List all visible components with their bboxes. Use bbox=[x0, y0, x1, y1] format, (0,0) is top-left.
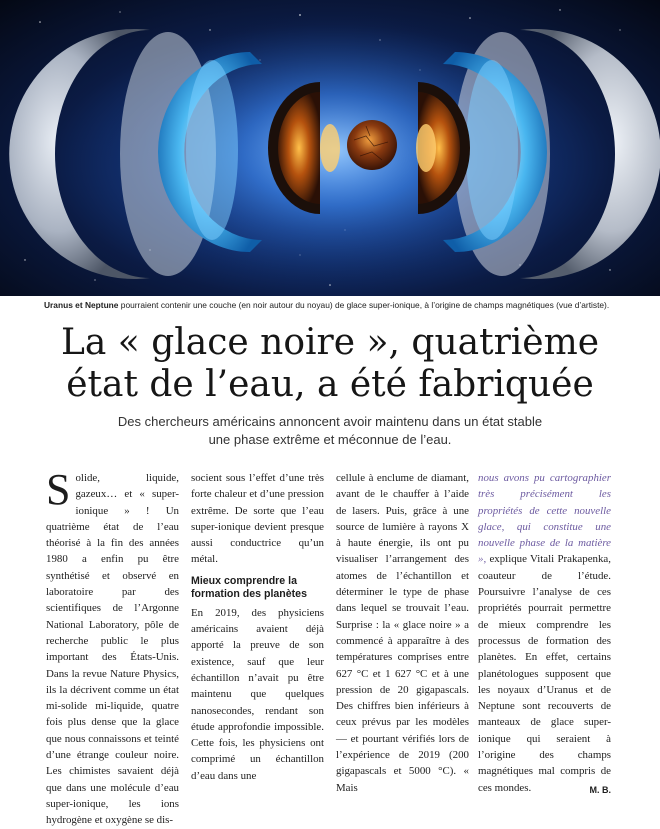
column-1-text: olide, liquide, gazeux… et « super-ionique » ! Un quatrième état de l’eau théorisé à la fin des années 1980 a enfin pu être synthétisé et observé en laboratoire par des scientifiques de l’Argonne National Laboratory, pôle de recherche public le plus important des États-Unis. Dans la revue Nature Physics, ils la décrivent comme un état mi-solide mi-liquide, quatre fois plus dense que la glace que nous connaissons et teinté d’une étrange couleur noire. Les chimistes savaient déjà que dans une molécule d’eau super-ionique, les ions hydrogène et oxygène se dis- bbox=[46, 472, 179, 827]
quote-italic: nous avons pu cartographier très précisément les propriétés de cette nouvelle glace, qui constitue une nouvelle phase de la matière », bbox=[478, 472, 611, 566]
article-headline bbox=[0, 322, 660, 406]
column-3-text: cellule à enclume de diamant, avant de le chauffer à l’aide de lasers. Puis, grâce à une source de lumière à rayons X à haute énergie, ils ont pu visualiser l’arrangement des atomes de l’échantillon et déterminer le type de phase dans lequel se trouvait l’eau. Surprise : la « glace noire » a commencé à apparaître à des températures comprises entre 627 °C et 1 627 °C et à une pression de 20 gigapascals. Des chiffres bien inférieurs à ceux prévus par les modèles — et pourtant vérifiés lors de l’expérience de 2019 (200 gigapascals et 5000 °C). « Mais bbox=[336, 472, 469, 794]
article-column-2 bbox=[191, 470, 324, 784]
article-column-4 bbox=[478, 470, 611, 798]
deck-line-1: Des chercheurs américains annoncent avoir maintenu dans un état stable bbox=[117, 414, 543, 429]
author-signature: M. B. bbox=[589, 784, 611, 795]
image-credit bbox=[644, 180, 654, 280]
image-caption bbox=[44, 300, 644, 310]
hero-illustration bbox=[0, 0, 660, 296]
headline-line-2: état de l’eau, a été fabriquée bbox=[66, 364, 594, 405]
deck-line-2: une phase extrême et méconnue de l’eau. bbox=[208, 432, 452, 447]
article-deck bbox=[60, 413, 600, 449]
article-column-1 bbox=[46, 465, 179, 829]
column-4-text: explique Vitali Prakapenka, coauteur de l’étude. Poursuivre l’analyse de ces propriétés pourrait permettre de mieux comprendre les processus de formation des planètes. En effet, certains planétologues supposent que les noyaux d’Uranus et de Neptune sont recouverts de manteaux de glace super-ionique qui seraient à l’origine des champs magnétiques mal compris de ces mondes. bbox=[478, 553, 611, 794]
uranus-neptune-exploded-illustration bbox=[0, 0, 660, 296]
drop-cap: S bbox=[46, 465, 71, 514]
caption-text: pourraient contenir une couche (en noir autour du noyau) de glace super-ionique, à l’origine de champs magnétiques (vue d’artiste). bbox=[118, 300, 610, 310]
headline-line-1: La « glace noire », quatrième bbox=[60, 322, 600, 363]
article-subhead: Mieux comprendre la formation des planètes bbox=[191, 574, 307, 600]
column-2-text-b: En 2019, des physiciens américains avaient déjà apporté la preuve de son existence, sauf que leur échantillon n’avait pu être maintenu que quelques nanosecondes, rendant son étude approfondie impossible. Cette fois, les physiciens ont comprimé un échantillon d’eau dans une bbox=[191, 606, 324, 782]
article-column-3 bbox=[336, 470, 469, 796]
column-2-text-a: socient sous l’effet d’une très forte chaleur et d’une pression extrême. De sorte que l’eau super-ionique devient presque aussi conductrice qu’un métal. bbox=[191, 472, 324, 566]
photo-credit bbox=[626, 470, 636, 580]
caption-bold: Uranus et Neptune bbox=[44, 300, 119, 310]
